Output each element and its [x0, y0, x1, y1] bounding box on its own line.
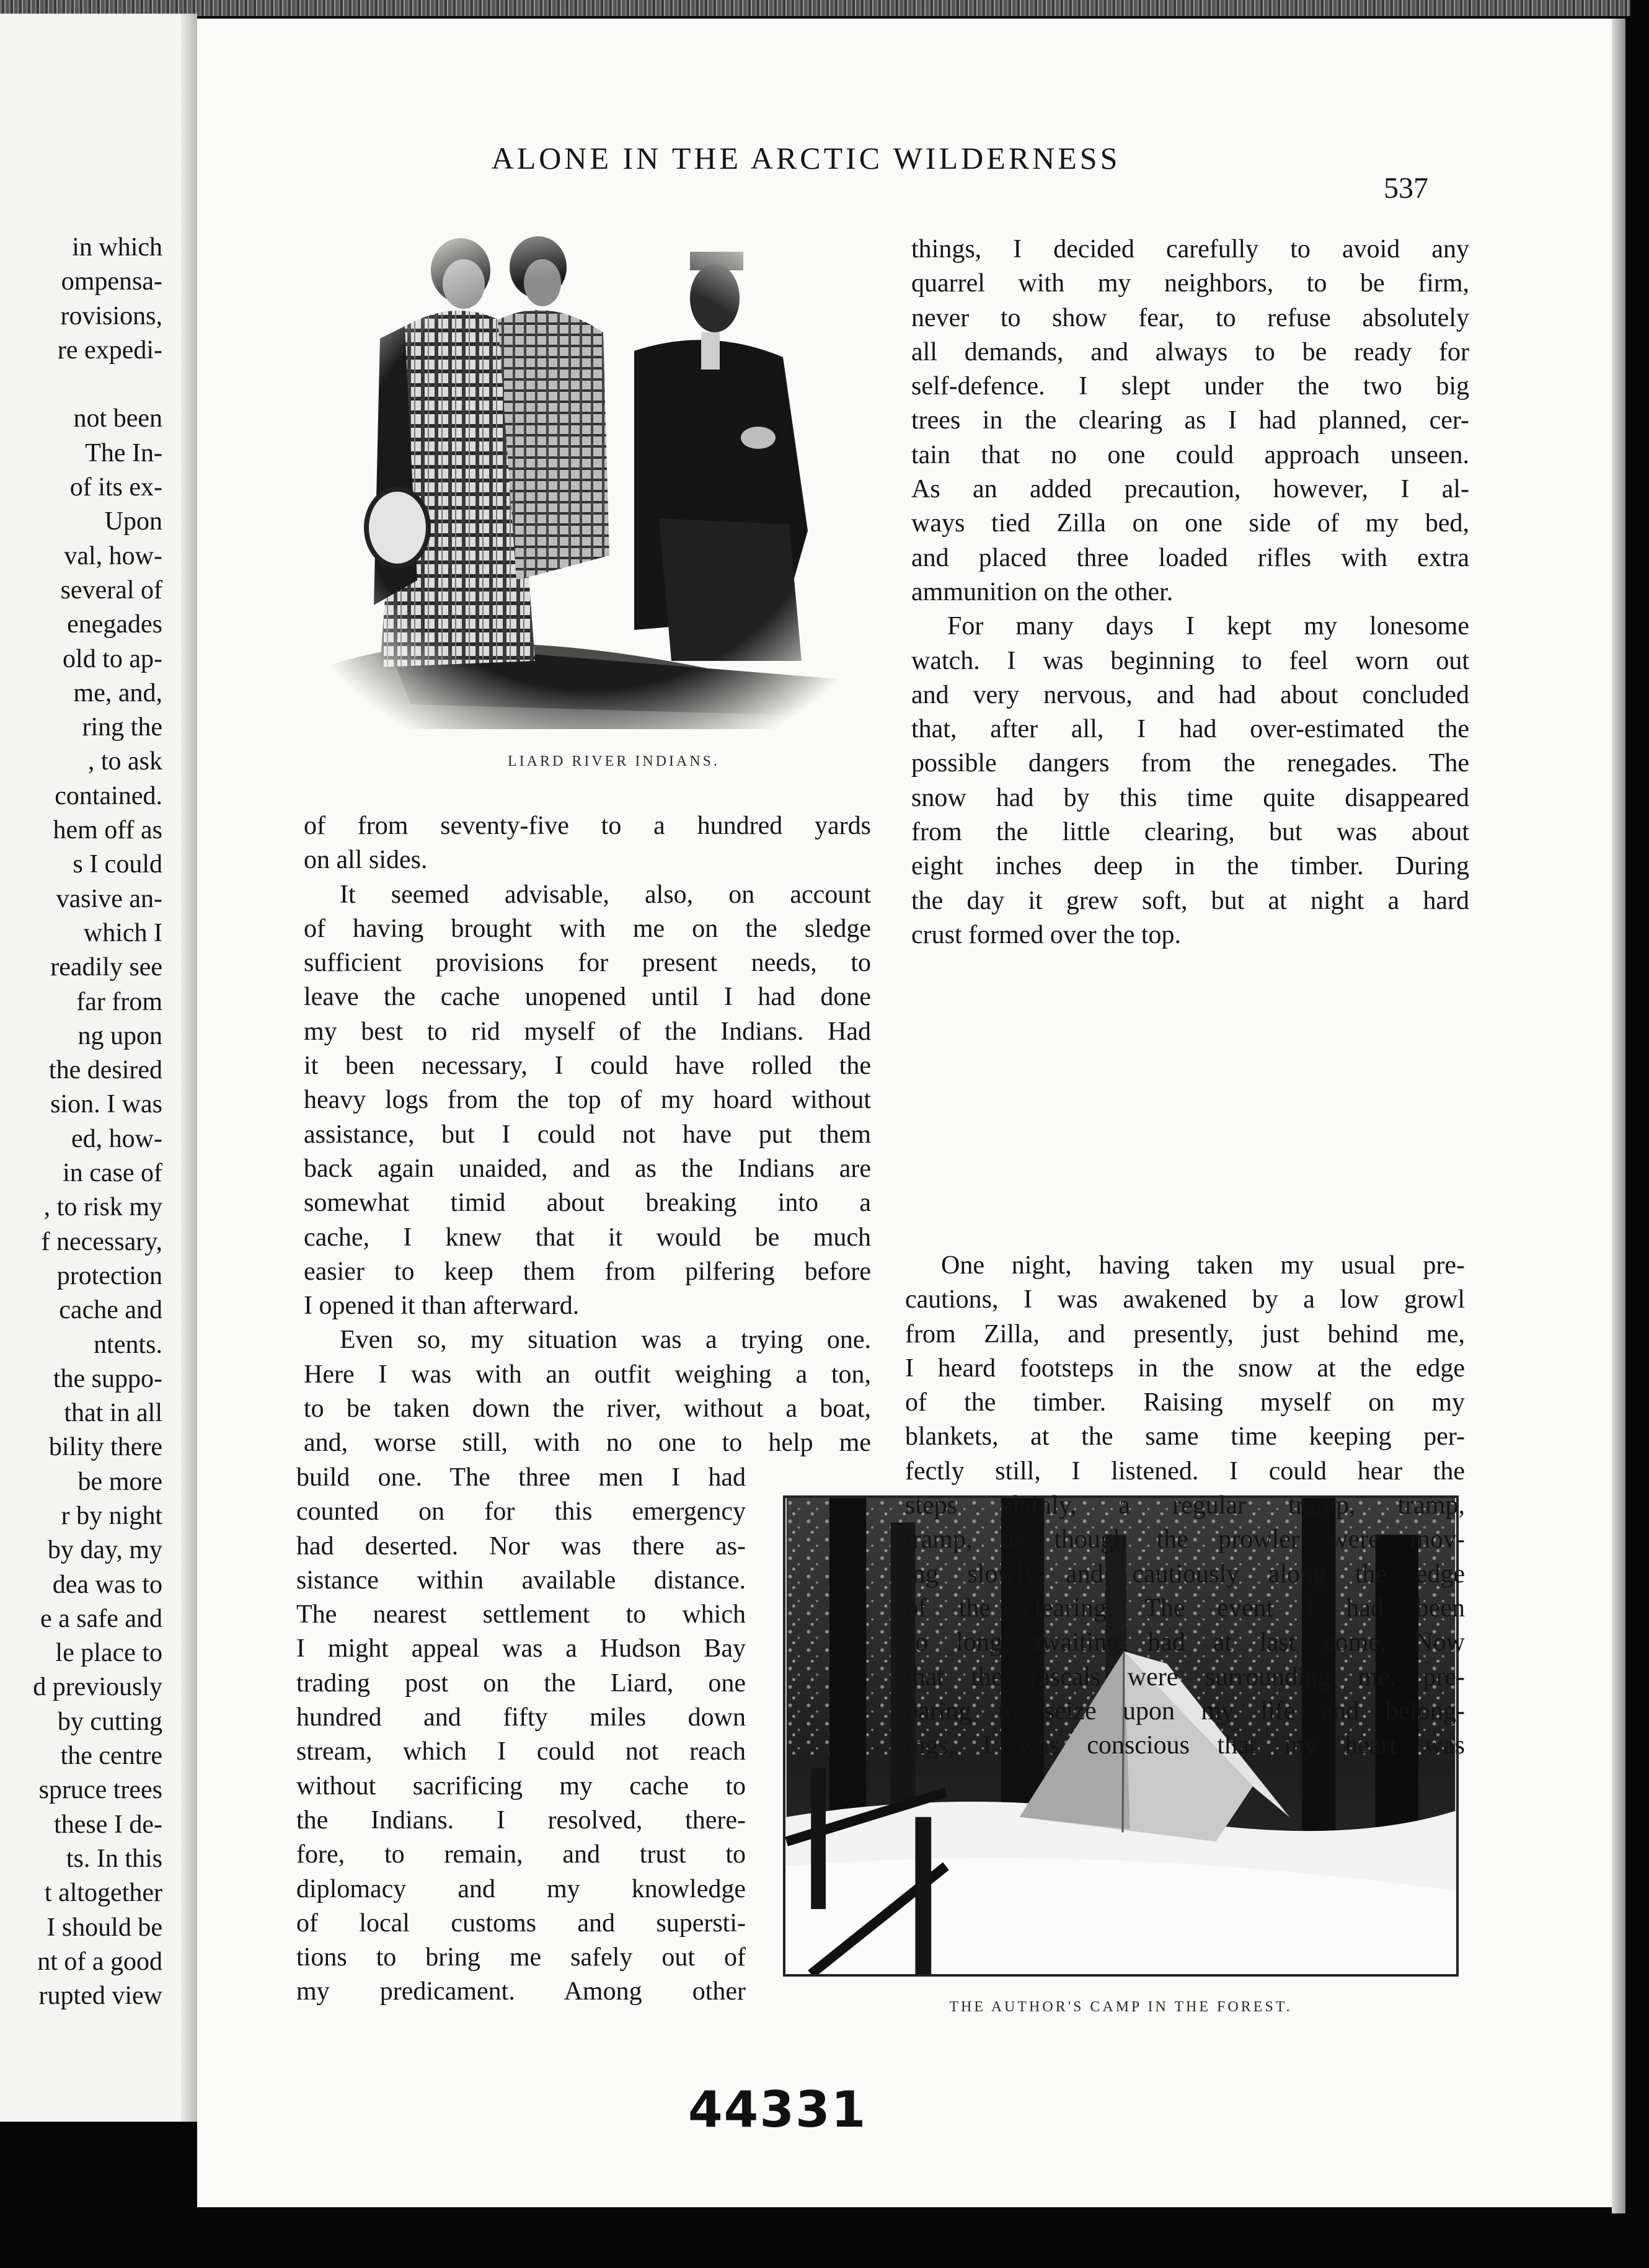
fragment-line: ng upon: [77, 1021, 162, 1050]
fragment-line: contained.: [55, 781, 162, 810]
fragment-line: ring the: [82, 713, 162, 742]
text-line: steps plainly, a regular tramp, tramp,: [905, 1491, 1465, 1520]
fragment-line: , to ask: [87, 747, 162, 776]
fragment-line: vasive an-: [56, 884, 162, 913]
fragment-line: sion. I was: [50, 1090, 162, 1119]
text-line: fectly still, I listened. I could hear the: [905, 1456, 1465, 1486]
text-line: it been necessary, I could have rolled the: [304, 1052, 871, 1081]
fragment-line: readily see: [50, 953, 162, 982]
text-line: tramp, as though the prowler were mov-: [905, 1525, 1465, 1554]
fragment-line: val, how-: [64, 541, 162, 570]
text-line: I heard footsteps in the snow at the edge: [905, 1353, 1465, 1383]
binding-strip: [0, 0, 1630, 16]
text-line: counted on for this emergency: [296, 1497, 746, 1526]
text-line: cache, I knew that it would be much: [304, 1223, 871, 1252]
text-line: trading post on the Liard, one: [296, 1668, 746, 1698]
text-line: blankets, at the same time keeping per-: [905, 1422, 1465, 1451]
text-line: things, I decided carefully to avoid any: [911, 235, 1469, 264]
fragment-line: , to risk my: [43, 1193, 162, 1222]
text-line: tions to bring me safely out of: [296, 1943, 746, 1972]
text-line: and placed three loaded rifles with extra: [911, 543, 1469, 572]
text-line: back again unaided, and as the Indians are: [304, 1154, 871, 1183]
page-edge: [1612, 19, 1625, 2213]
text-line: I might appeal was a Hudson Bay: [296, 1634, 746, 1663]
fragment-line: me, and,: [73, 678, 162, 707]
text-line: without sacrificing my cache to: [296, 1771, 746, 1801]
text-line: and, worse still, with no one to help me: [304, 1429, 871, 1458]
fragment-line: the desired: [48, 1056, 162, 1085]
fragment-line: old to ap-: [63, 644, 162, 673]
fragment-line: by day, my: [47, 1536, 162, 1565]
text-line: never to show fear, to refuse absolutely: [911, 303, 1469, 332]
text-line: and very nervous, and had about concluded: [911, 680, 1469, 709]
column-left-bottom: [296, 1461, 746, 2009]
fragment-line: d previously: [33, 1673, 162, 1702]
page-number: 537: [1384, 172, 1428, 205]
fragment-line: which I: [83, 918, 162, 947]
text-line: One night, having taken my usual pre-: [941, 1251, 1465, 1280]
previous-page-fragment: [0, 14, 197, 2122]
text-line: trees in the clearing as I had planned, cer-: [911, 406, 1469, 435]
text-line: that, after all, I had over-estimated the: [911, 715, 1469, 744]
fragment-line: far from: [76, 987, 162, 1016]
text-line: had deserted. Nor was there as-: [296, 1531, 746, 1561]
fragment-line: s I could: [73, 850, 162, 879]
fragment-line: The In-: [85, 438, 162, 467]
text-line: For many days I kept my lonesome: [947, 612, 1469, 641]
text-line: heavy logs from the top of my hoard without: [304, 1086, 871, 1115]
text-line: my predicament. Among other: [296, 1977, 746, 2006]
text-line: quarrel with my neighbors, to be firm,: [911, 269, 1469, 298]
fragment-line: ompensa-: [61, 267, 162, 296]
text-line: from Zilla, and presently, just behind me,: [905, 1319, 1465, 1349]
text-line: crust formed over the top.: [911, 920, 1182, 949]
text-line: to be taken down the river, without a boat,: [304, 1394, 871, 1424]
camp-caption: THE AUTHOR'S CAMP IN THE FOREST.: [949, 1999, 1293, 2015]
fragment-line: the suppo-: [53, 1364, 162, 1393]
fragment-line: spruce trees: [38, 1776, 162, 1805]
fragment-line: f necessary,: [41, 1227, 162, 1256]
text-line: so long awaiting had at last come. Now: [905, 1628, 1465, 1657]
text-line: stream, which I could not reach: [296, 1737, 746, 1766]
text-line: all demands, and always to be ready for: [911, 337, 1469, 366]
fragment-line: that in all: [64, 1399, 162, 1428]
text-line: easier to keep them from pilfering before: [304, 1257, 871, 1286]
text-line: watch. I was beginning to feel worn out: [911, 646, 1469, 675]
fragment-line: I should be: [46, 1913, 162, 1942]
text-line: that the rascals were surrounding me, pre-: [905, 1662, 1465, 1691]
text-line: paring to seize upon my life and belong-: [905, 1696, 1465, 1725]
catalog-number: 44331: [688, 2081, 867, 2138]
text-line: ing slowly and cautiously along the edge: [905, 1559, 1465, 1588]
text-line: sistance within available distance.: [296, 1566, 746, 1595]
running-head: ALONE IN THE ARCTIC WILDERNESS: [491, 141, 1121, 175]
fragment-line: in which: [72, 233, 162, 262]
fragment-line: these I de-: [54, 1810, 162, 1839]
indians-photograph: [312, 233, 870, 729]
fragment-line: cache and: [59, 1296, 162, 1325]
fragment-line: re expedi-: [57, 335, 162, 365]
fragment-line: rovisions,: [60, 301, 162, 330]
fragment-line: in case of: [63, 1159, 162, 1188]
fragment-line: le place to: [55, 1639, 162, 1668]
fragment-line: of its ex-: [69, 473, 162, 502]
fragment-line: bility there: [48, 1433, 162, 1462]
fragment-line: the centre: [60, 1742, 162, 1771]
fragment-line: t altogether: [44, 1879, 162, 1908]
text-line: fore, to remain, and trust to: [296, 1840, 746, 1869]
fragment-line: ed, how-: [71, 1124, 162, 1153]
column-left-top: [304, 809, 871, 1461]
text-line: of the clearing. The event I had been: [905, 1593, 1465, 1623]
text-line: of having brought with me on the sledge: [304, 914, 871, 943]
text-line: self-defence. I slept under the two big: [911, 372, 1469, 401]
fragment-line: Upon: [104, 507, 162, 536]
fragment-line: ts. In this: [66, 1844, 162, 1873]
fragment-line: not been: [73, 404, 162, 433]
previous-page-text: [0, 231, 162, 2013]
fragment-line: be more: [77, 1467, 162, 1496]
column-right-top: [911, 233, 1469, 952]
text-line: assistance, but I could not have put them: [304, 1120, 871, 1149]
indians-caption: LIARD RIVER INDIANS.: [508, 753, 720, 769]
text-line: Here I was with an outfit weighing a ton,: [304, 1360, 871, 1389]
text-line: eight inches deep in the timber. During: [911, 852, 1469, 881]
text-line: diplomacy and my knowledge: [296, 1874, 746, 1903]
text-line: of the timber. Raising myself on my: [905, 1388, 1465, 1417]
text-line: of from seventy-five to a hundred yards: [304, 812, 871, 840]
text-line: tain that no one could approach unseen.: [911, 440, 1469, 469]
fragment-line: ntents.: [94, 1330, 162, 1359]
text-line: sufficient provisions for present needs, to: [304, 949, 871, 978]
text-line: possible dangers from the renegades. The: [911, 749, 1469, 778]
text-line: from the little clearing, but was about: [911, 818, 1469, 847]
text-line: ings, I was conscious that my heart was: [905, 1731, 1465, 1760]
text-line: the Indians. I resolved, there-: [296, 1805, 746, 1835]
text-line: my best to rid myself of the Indians. Had: [304, 1017, 871, 1046]
text-line: cautions, I was awakened by a low growl: [905, 1285, 1465, 1314]
fragment-line: nt of a good: [37, 1947, 162, 1976]
text-line: I opened it than afterward.: [304, 1291, 580, 1321]
text-line: hundred and fifty miles down: [296, 1703, 746, 1732]
text-line: snow had by this time quite disappeared: [911, 783, 1469, 812]
text-line: the day it grew soft, but at night a hard: [911, 886, 1469, 915]
fragment-line: [0, 368, 162, 402]
fragment-line: hem off as: [53, 816, 162, 845]
text-line: on all sides.: [304, 846, 428, 875]
text-line: Even so, my situation was a trying one.: [340, 1326, 871, 1355]
fragment-line: protection: [56, 1261, 162, 1290]
fragment-line: several of: [60, 575, 162, 605]
fragment-line: rupted view: [38, 1982, 162, 2011]
text-line: of local customs and supersti-: [296, 1908, 746, 1938]
fragment-line: r by night: [61, 1501, 162, 1530]
column-right-bottom: [905, 1249, 1465, 1763]
page-gutter: [181, 14, 197, 2122]
fragment-line: e a safe and: [40, 1604, 162, 1633]
text-line: ammunition on the other.: [911, 577, 1174, 606]
fragment-line: dea was to: [52, 1570, 162, 1599]
text-line: ways tied Zilla on one side of my bed,: [911, 509, 1469, 538]
text-line: As an added precaution, however, I al-: [911, 475, 1469, 504]
fragment-line: by cutting: [57, 1707, 162, 1736]
text-line: somewhat timid about breaking into a: [304, 1189, 871, 1218]
fragment-line: enegades: [67, 610, 162, 639]
text-line: build one. The three men I had: [296, 1463, 746, 1492]
text-line: It seemed advisable, also, on account: [340, 880, 871, 909]
text-line: The nearest settlement to which: [296, 1600, 746, 1629]
text-line: leave the cache unopened until I had done: [304, 983, 871, 1012]
